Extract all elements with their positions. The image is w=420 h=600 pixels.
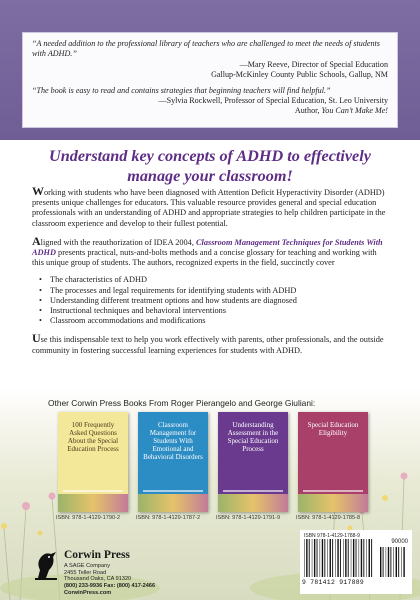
- raven-logo-icon: [32, 548, 60, 582]
- barcode-digits: 9 781412 917889: [302, 579, 365, 586]
- quote-2-attribution-line-1: —Sylvia Rockwell, Professor of Special Education, St. Leo University: [158, 96, 388, 106]
- book-isbn: ISBN: 978-1-4129-1787-2: [136, 515, 201, 521]
- publisher-block: [32, 548, 192, 596]
- paragraph-1-text: orking with students who have been diagnosed with Attention Deficit Hyperactivity Disorder (ADHD) presents unique challenges for educators. This valuable resource provides general and special education professionals with an understanding of ADHD and appropriate strategies to help children participate in the classroom experience and develop to their fullest potential.: [32, 188, 386, 228]
- publisher-url[interactable]: CorwinPress.com: [64, 590, 112, 596]
- quote-1-text: “A needed addition to the professional library of teachers who are challenged to meet the needs of students with ADHD.”: [32, 39, 380, 59]
- topics-list: [32, 275, 390, 326]
- book-title: Classroom Management Techniques for Students With ADHD: [32, 237, 383, 258]
- list-item: • Instructional techniques and behavioral interventions: [50, 306, 390, 316]
- quote-2-author-book-title: You Can’t Make Me!: [321, 106, 388, 116]
- list-item: • The processes and legal requirements for identifying students with ADHD: [50, 286, 390, 296]
- publisher-name: Corwin Press: [64, 549, 130, 561]
- barcode-addon-bars-icon: [380, 547, 406, 577]
- barcode-bars-icon: [304, 539, 374, 577]
- quote-2-author-prefix: Author,: [294, 106, 322, 116]
- paragraph-2-text-after: presents practical, nuts-and-bolts methods and a concise glossary for teaching and working with this unique group of students. The authors, recognized experts in the field, succinctly cover: [32, 248, 377, 268]
- paragraph-3-text: se this indispensable text to help you work effectively with parents, other professionals, and the outside community in fostering successful learning experiences for students with ADHD.: [32, 335, 384, 355]
- book-cover[interactable]: [218, 412, 288, 512]
- book-cover-title: Understanding Assessment in the Special Education Process: [227, 421, 279, 453]
- quote-1-attribution-line-2: Gallup-McKinley County Public Schools, Gallup, NM: [211, 70, 388, 80]
- paragraph-1: [32, 186, 390, 229]
- paragraph-2: [32, 233, 390, 269]
- headline: Understand key concepts of ADHD to effectively manage your classroom!: [49, 147, 371, 185]
- book-cover[interactable]: [298, 412, 368, 512]
- quote-2-attribution-line-2: [32, 106, 388, 116]
- description: [32, 186, 390, 363]
- endorsements-box: [22, 32, 398, 128]
- publisher-address: [64, 563, 155, 589]
- book-isbn: ISBN: 978-1-4129-1790-2: [56, 515, 121, 521]
- barcode: [300, 530, 412, 594]
- dropcap: W: [32, 184, 44, 198]
- book-cover[interactable]: [138, 412, 208, 512]
- price-code: 90000: [391, 539, 408, 545]
- list-item: • Classroom accommodations and modifications: [50, 316, 390, 326]
- publisher-line: A SAGE Company: [64, 563, 111, 569]
- dropcap: A: [32, 233, 41, 248]
- other-books-heading: Other Corwin Press Books From Roger Pierangelo and George Giuliani:: [48, 398, 316, 408]
- book-isbn: ISBN: 978-1-4129-1791-9: [216, 515, 281, 521]
- quote-1-attribution-line-1: —Mary Reeve, Director of Special Education: [239, 59, 388, 69]
- paragraph-2-text-before: ligned with the reauthorization of IDEA 2004,: [40, 237, 196, 247]
- list-item: • The characteristics of ADHD: [50, 275, 390, 285]
- publisher-line: 2455 Teller Road: [64, 569, 107, 576]
- book-cover-title: Classroom Management for Students With Emotional and Behavioral Disorders: [143, 421, 203, 461]
- book-cover-title: 100 Frequently Asked Questions About the Special Education Process: [67, 421, 119, 453]
- book-isbn: ISBN: 978-1-4129-1785-8: [296, 515, 361, 521]
- book-cover[interactable]: [58, 412, 128, 512]
- list-item: • Understanding different treatment options and how students are diagnosed: [50, 296, 390, 306]
- barcode-isbn: ISBN 978-1-4129-1788-9: [304, 533, 360, 539]
- dropcap: U: [32, 331, 41, 346]
- quote-2-text: “The book is easy to read and contains strategies that beginning teachers will find helpful.”: [32, 85, 331, 95]
- publisher-line: Thousand Oaks, CA 91320: [64, 576, 132, 583]
- publisher-line: (800) 233-9936 Fax: (800) 417-2466: [64, 582, 156, 589]
- paragraph-3: [32, 333, 390, 355]
- book-cover-title: Special Education Eligibility: [307, 421, 359, 437]
